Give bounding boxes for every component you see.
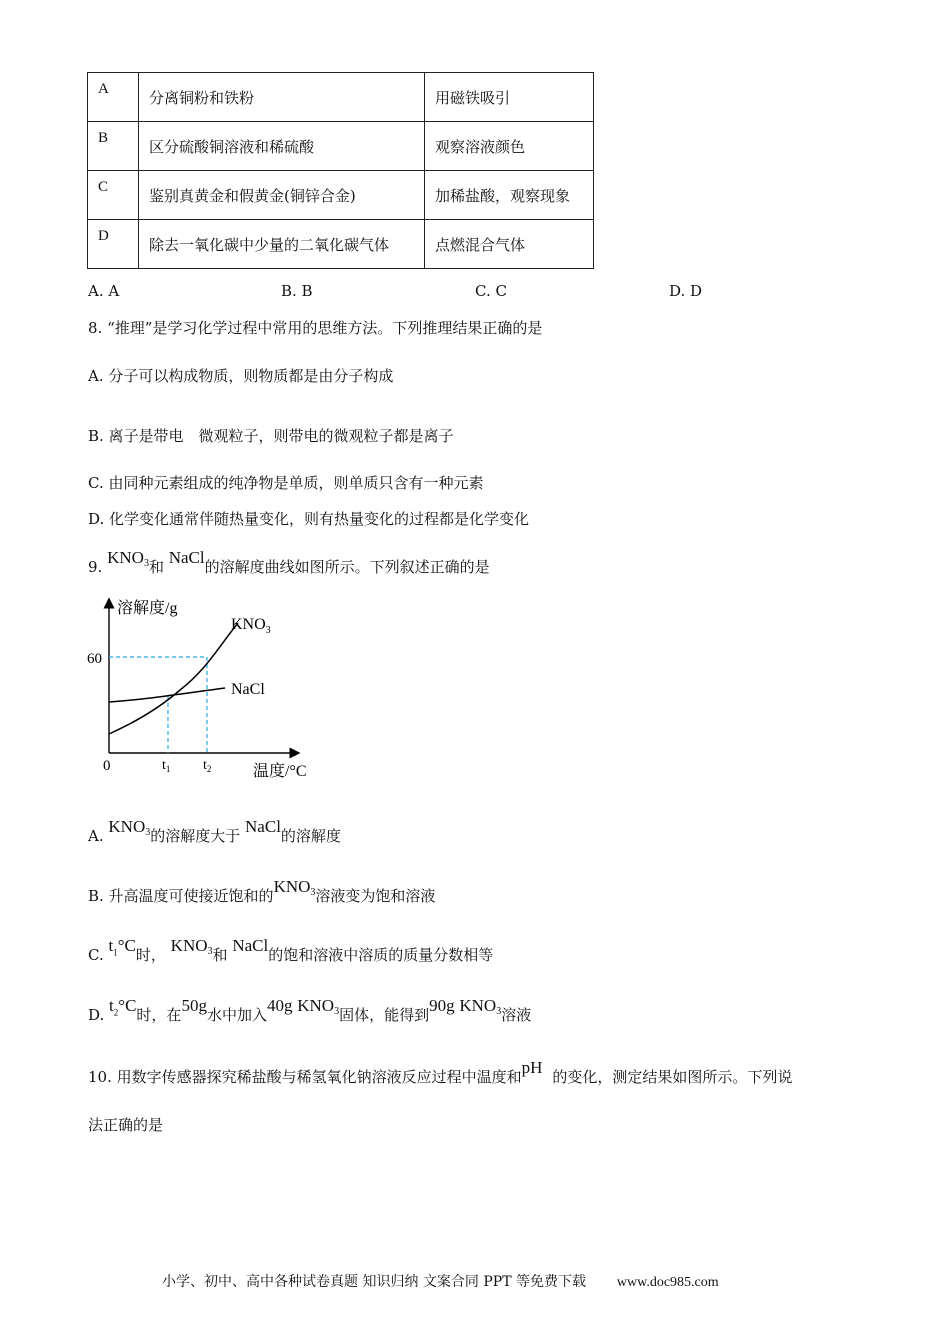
y-axis-label: 溶解度/g [117, 600, 178, 617]
q7-choice-b[interactable]: B. B [281, 282, 313, 300]
table-cell-method: 点燃混合气体 [425, 220, 594, 269]
series-label-nacl: NaCl [231, 681, 265, 698]
table-cell-operation: 除去一氧化碳中少量的二氧化碳气体 [139, 220, 425, 269]
q7-choice-a[interactable]: A. A [88, 282, 120, 300]
q9-option-d[interactable]: D. $t_2^\circ C$时，在50g水中加入40g $KNO_3$固体，能得到90g $KNO_3$溶液 [88, 996, 532, 1024]
q7-choice-c[interactable]: C. C [475, 282, 507, 300]
table-row [88, 122, 594, 171]
table-cell-method: 用磁铁吸引 [425, 73, 594, 122]
x-tick-t2: $t_2$ [203, 758, 212, 774]
footer [162, 1271, 719, 1291]
table-cell-key: D [88, 220, 139, 269]
table-row [88, 220, 594, 269]
options-table [87, 72, 594, 269]
footer-text: 小学、初中、高中各种试卷真题 知识归纳 文案合同 PPT 等免费下载 [162, 1274, 586, 1290]
kno3-curve [109, 623, 238, 734]
table-cell-method: 观察溶液颜色 [425, 122, 594, 171]
q9-option-b[interactable]: B. 升高温度可使接近饱和的$KNO_3$溶液变为饱和溶液 [88, 877, 436, 905]
q7-choice-d[interactable]: D. D [669, 282, 703, 300]
table-cell-key: C [88, 171, 139, 220]
q9-stem: 9. $KNO_3$和 NaCl的溶解度曲线如图所示。下列叙述正确的是 [88, 548, 490, 576]
table-row [88, 171, 594, 220]
table-cell-operation: 鉴别真黄金和假黄金(铜锌合金) [139, 171, 425, 220]
series-label-kno3: $KNO_3$ [231, 616, 271, 636]
q8-option-c[interactable]: C. 由同种元素组成的纯净物是单质，则单质只含有一种元素 [88, 474, 484, 492]
q8-option-d[interactable]: D. 化学变化通常伴随热量变化，则有热量变化的过程都是化学变化 [88, 510, 530, 528]
table-cell-key: B [88, 122, 139, 171]
q8-option-a[interactable]: A. 分子可以构成物质，则物质都是由分子构成 [88, 367, 394, 385]
origin-label: 0 [103, 758, 111, 774]
q10-stem-line1: 10. 用数字传感器探究稀盐酸与稀氢氧化钠溶液反应过程中温度和pH 的变化，测定结果如图所示。下列说 [88, 1058, 793, 1086]
x-tick-t1: $t_1$ [162, 758, 171, 774]
table-row [88, 73, 594, 122]
y-tick-60: 60 [87, 651, 102, 667]
footer-url[interactable]: www.doc985.com [616, 1275, 719, 1290]
q8-option-b[interactable]: B. 离子是带电 微观粒子，则带电的微观粒子都是离子 [88, 427, 454, 445]
q9-option-a[interactable]: A. $KNO_3$的溶解度大于 NaCl的溶解度 [88, 817, 341, 845]
solubility-chart [87, 590, 330, 790]
table-cell-operation: 分离铜粉和铁粉 [139, 73, 425, 122]
q10-stem-line2: 法正确的是 [88, 1116, 164, 1134]
q9-option-c[interactable]: C. $t_1^\circ C$时， $KNO_3$和 NaCl的饱和溶液中溶质的质量分数相等 [88, 936, 494, 964]
x-axis-label: 温度/°C [253, 763, 307, 780]
table-cell-key: A [88, 73, 139, 122]
table-cell-operation: 区分硫酸铜溶液和稀硫酸 [139, 122, 425, 171]
q8-stem: 8. “推理”是学习化学过程中常用的思维方法。下列推理结果正确的是 [88, 319, 543, 337]
table-cell-method: 加稀盐酸，观察现象 [425, 171, 594, 220]
